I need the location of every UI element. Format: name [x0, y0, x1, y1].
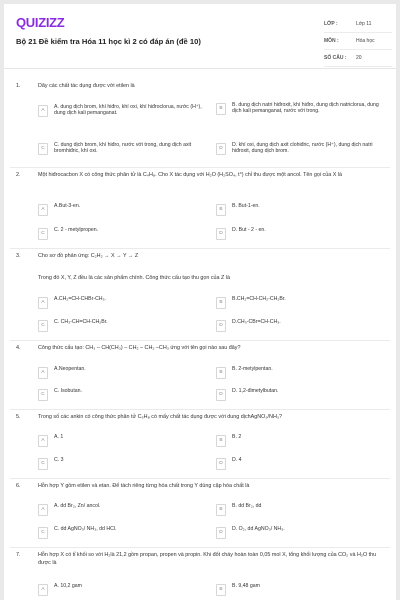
option-letter: B: [216, 584, 226, 596]
option-text: D. O₂, dd AgNO₃/ NH₃.: [232, 526, 285, 532]
question-text: Cho sơ đồ phản ứng: C₂H₂ → X → Y → Z: [38, 253, 139, 259]
divider: [10, 340, 390, 341]
option-text: A.CH₂=CH-CHBr-CH₃.: [54, 296, 107, 302]
option-text: D.CH₃-CBr=CH-CH₃.: [232, 319, 281, 325]
option-letter: D: [216, 527, 226, 539]
option-letter: A: [38, 105, 48, 117]
option-text: A.But-3-en.: [54, 203, 81, 209]
option-text: A. 10,2 gam: [54, 583, 82, 589]
option-text: D. But - 2 - en.: [232, 227, 266, 233]
option-text: C. dd AgNO₃/ NH₃, dd HCl.: [54, 526, 117, 532]
option-letter: B: [216, 435, 226, 447]
question-number: 6.: [16, 483, 21, 489]
meta-key: MÔN :: [324, 38, 339, 44]
option-letter: A: [38, 367, 48, 379]
divider: [10, 409, 390, 410]
option-letter: B: [216, 297, 226, 309]
divider: [10, 547, 390, 548]
option-letter: D: [216, 458, 226, 470]
option-letter: D: [216, 389, 226, 401]
option-letter: C: [38, 527, 48, 539]
option-text: A. 1: [54, 434, 64, 440]
page-title: Bộ 21 Đề kiểm tra Hóa 11 học kì 2 có đáp án (đề 10): [16, 37, 201, 46]
quizizz-logo[interactable]: QUIZIZZ: [16, 15, 65, 30]
meta-key: LỚP :: [324, 21, 338, 27]
option-text: C. 2 - metylpropen.: [54, 227, 99, 233]
option-letter: D: [216, 143, 226, 155]
question-text: Một hiđrocacbon X có công thức phân tử là C₄H₈. Cho X tác dụng với H₂O (H₂SO₄, t°) chỉ thu được một ancol. Tên gọi của X là: [38, 172, 343, 178]
question-number: 3.: [16, 253, 21, 259]
option-letter: B: [216, 204, 226, 216]
divider: [10, 167, 390, 168]
option-letter: C: [38, 320, 48, 332]
option-text: C. 3: [54, 457, 64, 463]
question-number: 4.: [16, 345, 21, 351]
question-number: 5.: [16, 414, 21, 420]
option-letter: C: [38, 458, 48, 470]
option-letter: A: [38, 297, 48, 309]
option-text: C. Isobutan.: [54, 388, 82, 394]
option-text: B. But-1-en.: [232, 203, 260, 209]
option-text: D. 4: [232, 457, 242, 463]
question-number: 1.: [16, 83, 21, 89]
option-text: B. 2: [232, 434, 242, 440]
question-text: Công thức cấu tạo: CH₃ – CH(CH₃) – CH₂ – CH₂ –CH₃ ứng với tên gọi nào sau đây?: [38, 345, 241, 351]
option-text: B. 2-metylpentan.: [232, 366, 273, 372]
option-letter: D: [216, 228, 226, 240]
option-text: A. dd Br₂, Zn/ ancol.: [54, 503, 101, 509]
option-letter: D: [216, 320, 226, 332]
divider: [10, 478, 390, 479]
question-text: Trong số các ankin có công thức phân tử C₅H₈ có mấy chất tác dụng được với dung dịchAgNO₃/NH₃?: [38, 414, 283, 420]
option-letter: C: [38, 389, 48, 401]
question-text: Hỗn hợp X có tỉ khối so với H₂là 21,2 gồm propan, propen và propin. Khi đốt cháy hoàn toàn 0,05 mol X, tổng khối lượng của CO₂ và H₂O thu được là: [38, 552, 377, 566]
meta-value: Hóa học: [356, 38, 375, 44]
question-number: 2.: [16, 172, 21, 178]
meta-row-count: [324, 50, 392, 67]
divider: [10, 248, 390, 249]
meta-value: Lớp 11: [356, 21, 372, 27]
question-subtext: Trong đó X, Y, Z đều là các sản phẩm chính. Công thức cấu tạo thu gọn của Z là: [38, 275, 230, 281]
option-letter: A: [38, 204, 48, 216]
option-text: D. khí oxi, dung dịch axit clohiđric, nước (H⁺), dung dịch natri hiđroxit, dung dịch brom.: [232, 142, 373, 155]
meta-key: SỐ CÂU :: [324, 55, 347, 61]
option-letter: B: [216, 103, 226, 115]
option-text: B. dung dịch natri hiđroxit, khí hiđro, dung dịch natriclorua, dung dịch kali pemanganat, nước với trong.: [232, 102, 379, 115]
question-text: Hỗn hợp Y gồm etilen và etan. Để tách riêng từng hóa chất trong Y dùng cặp hóa chất là: [38, 483, 250, 489]
option-letter: B: [216, 504, 226, 516]
option-text: D. 1,2-đimetylbutan.: [232, 388, 279, 394]
option-letter: C: [38, 228, 48, 240]
option-text: B.CH₂=CH-CH₂-CH₂Br.: [232, 296, 286, 302]
option-letter: A: [38, 504, 48, 516]
question-number: 7.: [16, 552, 21, 558]
option-letter: C: [38, 143, 48, 155]
option-text: B. dd Br₂, dd: [232, 503, 262, 509]
option-text: A. dung dịch brom, khí hiđro, khí oxi, khí hiđroclorua, nước (H⁺), dung dịch kali pemanganat.: [54, 104, 202, 117]
document-page: [4, 4, 396, 600]
meta-value: 20: [356, 55, 362, 61]
option-letter: A: [38, 584, 48, 596]
question-text: Dãy các chất tác dụng được với etilen là: [38, 83, 135, 89]
meta-table: [324, 16, 392, 67]
option-letter: B: [216, 367, 226, 379]
option-text: C. dung dịch brom, khí hiđro, nước với trong, dung dịch axit bromhiđric, khí oxi.: [54, 142, 192, 155]
option-text: A.Neopentan.: [54, 366, 86, 372]
option-text: C. CH₃-CH=CH-CH₂Br.: [54, 319, 108, 325]
header: [4, 4, 396, 69]
option-text: B. 9,48 gam: [232, 583, 260, 589]
meta-row-subject: [324, 33, 392, 50]
meta-row-class: [324, 16, 392, 33]
option-letter: A: [38, 435, 48, 447]
